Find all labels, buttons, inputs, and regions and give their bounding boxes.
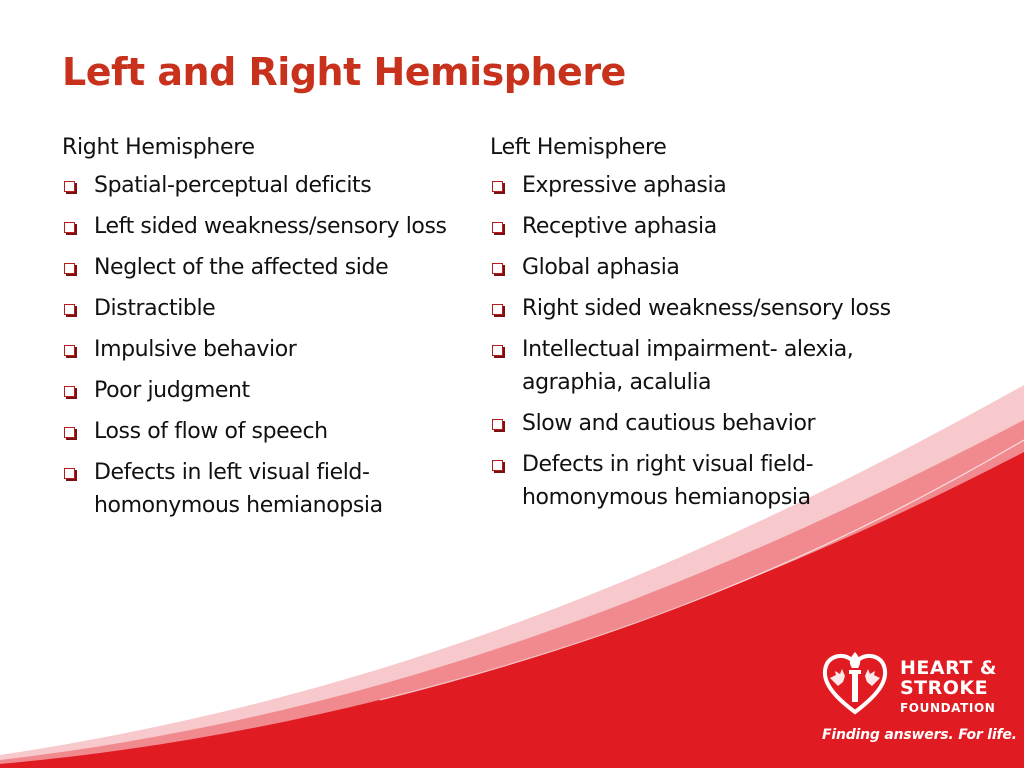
square-bullet-icon [64,304,75,315]
square-bullet-icon [64,386,75,397]
square-bullet-icon [492,345,503,356]
logo-tagline: Finding answers. For life. [822,727,1017,743]
logo-line-stroke: STROKE [900,677,989,699]
list-item-text: Right sided weakness/sensory loss [522,296,891,321]
left-hemisphere-heading: Left Hemisphere [490,135,667,160]
left-hemisphere-list [490,169,900,514]
list-item [490,251,900,284]
square-bullet-icon [492,263,503,274]
square-bullet-icon [492,460,503,471]
list-item-text: Global aphasia [522,255,680,280]
logo-wordmark [900,658,997,716]
list-item-text: Poor judgment [94,378,250,403]
logo-line-heart: HEART & [900,657,998,679]
list-item [62,415,472,448]
list-item [490,292,900,325]
list-item [490,333,900,399]
list-item-text: Spatial-perceptual deficits [94,173,372,198]
heart-and-stroke-logo [812,648,1017,748]
list-item-text: Neglect of the affected side [94,255,389,280]
list-item [490,210,900,243]
list-item-text: Loss of flow of speech [94,419,328,444]
square-bullet-icon [64,468,75,479]
right-hemisphere-list [62,169,472,522]
square-bullet-icon [64,181,75,192]
right-hemisphere-column [62,133,472,530]
list-item [62,251,472,284]
list-item [490,169,900,202]
list-item [62,292,472,325]
square-bullet-icon [492,304,503,315]
list-item-text: Receptive aphasia [522,214,717,239]
square-bullet-icon [492,181,503,192]
square-bullet-icon [64,427,75,438]
logo-line-foundation: FOUNDATION [900,701,996,715]
square-bullet-icon [64,222,75,233]
list-item-text: Defects in left visual field- homonymous hemianopsia [94,460,383,518]
list-item-text: Distractible [94,296,216,321]
list-item [62,169,472,202]
heart-torch-icon [820,648,890,718]
slide-title: Left and Right Hemisphere [62,50,626,94]
square-bullet-icon [492,222,503,233]
list-item [490,448,900,514]
list-item [62,210,472,243]
list-item [62,333,472,366]
right-hemisphere-heading: Right Hemisphere [62,135,255,160]
square-bullet-icon [64,345,75,356]
list-item-text: Expressive aphasia [522,173,727,198]
list-item-text: Impulsive behavior [94,337,297,362]
square-bullet-icon [64,263,75,274]
list-item-text: Left sided weakness/sensory loss [94,214,447,239]
square-bullet-icon [492,419,503,430]
list-item [62,374,472,407]
list-item-text: Slow and cautious behavior [522,411,816,436]
list-item [62,456,472,522]
list-item [490,407,900,440]
left-hemisphere-column [490,133,900,522]
list-item-text: Defects in right visual field- homonymous hemianopsia [522,452,814,510]
list-item-text: Intellectual impairment- alexia, agraphia, acalulia [522,337,854,395]
